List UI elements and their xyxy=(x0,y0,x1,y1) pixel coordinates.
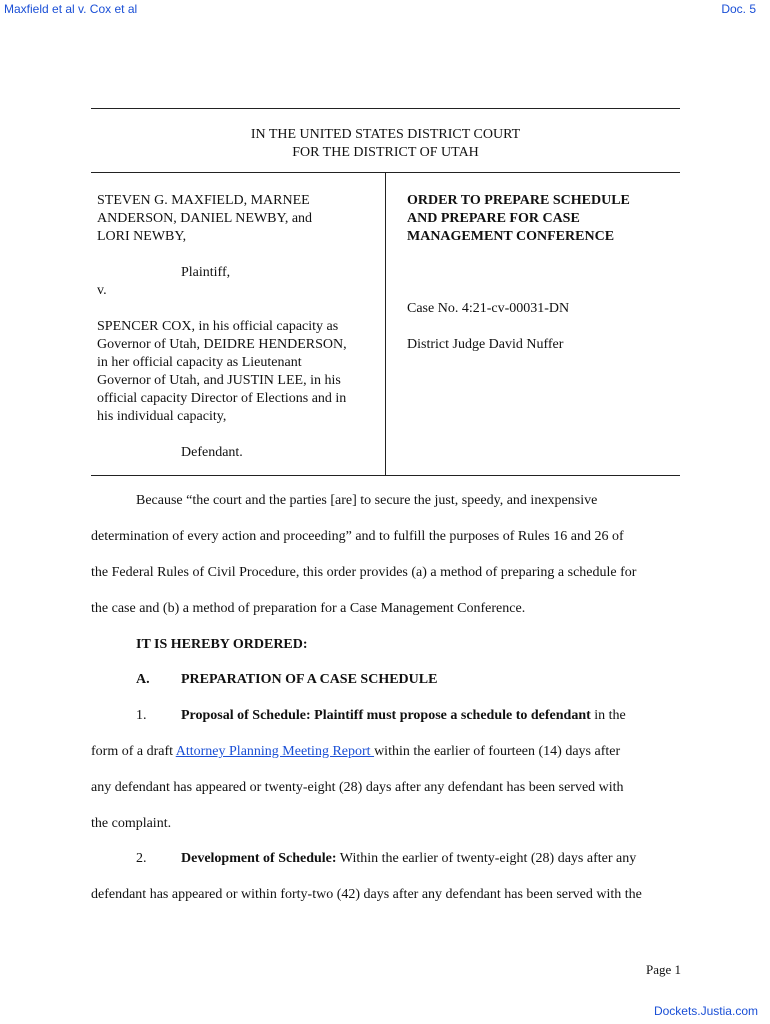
intro-line: the case and (b) a method of preparation for a Case Management Conference. xyxy=(91,601,526,616)
item-1-line-3: any defendant has appeared or twenty-eight (28) days after any defendant has been served with xyxy=(91,780,624,795)
item-1-text: form of a draft xyxy=(91,744,176,759)
section-a-letter: A. xyxy=(136,672,150,687)
ordered-heading: IT IS HEREBY ORDERED: xyxy=(136,637,308,652)
defendant-label: Defendant. xyxy=(181,445,243,460)
plaintiff-label: Plaintiff, xyxy=(181,265,231,280)
defendant-line: in her official capacity as Lieutenant xyxy=(97,355,302,370)
defendant-line: official capacity Director of Elections and in xyxy=(97,391,347,406)
item-2-number: 2. xyxy=(136,851,147,866)
intro-line: determination of every action and proceeding” and to fulfill the purposes of Rules 16 and 26 of xyxy=(91,529,624,544)
item-1-text: in the xyxy=(590,708,626,723)
item-1-text: within the earlier of fourteen (14) days after xyxy=(374,744,621,759)
versus: v. xyxy=(97,283,107,298)
justia-link[interactable]: Dockets.Justia.com xyxy=(653,1004,758,1018)
doc-number-link[interactable]: Doc. 5 xyxy=(721,2,756,16)
defendant-line: Governor of Utah, and JUSTIN LEE, in his xyxy=(97,373,341,388)
case-title-link[interactable]: Maxfield et al v. Cox et al xyxy=(4,2,138,16)
order-title-line: MANAGEMENT CONFERENCE xyxy=(407,229,615,244)
intro-line: the Federal Rules of Civil Procedure, this order provides (a) a method of preparing a schedule for xyxy=(91,565,637,580)
order-title-line: ORDER TO PREPARE SCHEDULE xyxy=(407,193,630,208)
page-number: Page 1 xyxy=(646,962,682,977)
caption-divider xyxy=(385,173,386,475)
defendant-line: Governor of Utah, DEIDRE HENDERSON, xyxy=(97,337,347,352)
item-2-line-2: defendant has appeared or within forty-two (42) days after any defendant has been served with the xyxy=(91,887,642,902)
item-1-number: 1. xyxy=(136,708,147,723)
top-rule xyxy=(91,108,680,109)
case-number: Case No. 4:21-cv-00031-DN xyxy=(407,301,570,316)
item-1-line-4: the complaint. xyxy=(91,816,172,831)
order-title-line: AND PREPARE FOR CASE xyxy=(407,211,580,226)
item-2-text: Within the earlier of twenty-eight (28) days after any xyxy=(336,851,637,866)
plaintiff-line: LORI NEWBY, xyxy=(97,229,187,244)
caption-order xyxy=(407,192,677,354)
section-a-title: PREPARATION OF A CASE SCHEDULE xyxy=(181,672,438,687)
court-line-2: FOR THE DISTRICT OF UTAH xyxy=(292,145,479,160)
court-line-1: IN THE UNITED STATES DISTRICT COURT xyxy=(250,127,521,142)
intro-line: Because “the court and the parties [are] to secure the just, speedy, and inexpensive xyxy=(136,493,598,508)
defendant-line: his individual capacity, xyxy=(97,409,227,424)
caption-parties xyxy=(97,192,382,462)
court-heading xyxy=(91,126,680,162)
defendant-line: SPENCER COX, in his official capacity as xyxy=(97,319,339,334)
item-1-line-2 xyxy=(91,743,691,761)
item-2-heading: Development of Schedule: xyxy=(181,851,337,866)
caption-bottom-rule xyxy=(91,475,680,476)
attorney-planning-report-link[interactable]: Attorney Planning Meeting Report xyxy=(175,744,375,759)
plaintiff-line: ANDERSON, DANIEL NEWBY, and xyxy=(97,211,313,226)
item-1-heading: Proposal of Schedule: Plaintiff must propose a schedule to defendant xyxy=(181,708,591,723)
judge-name: District Judge David Nuffer xyxy=(407,337,564,352)
plaintiff-line: STEVEN G. MAXFIELD, MARNEE xyxy=(97,193,310,208)
